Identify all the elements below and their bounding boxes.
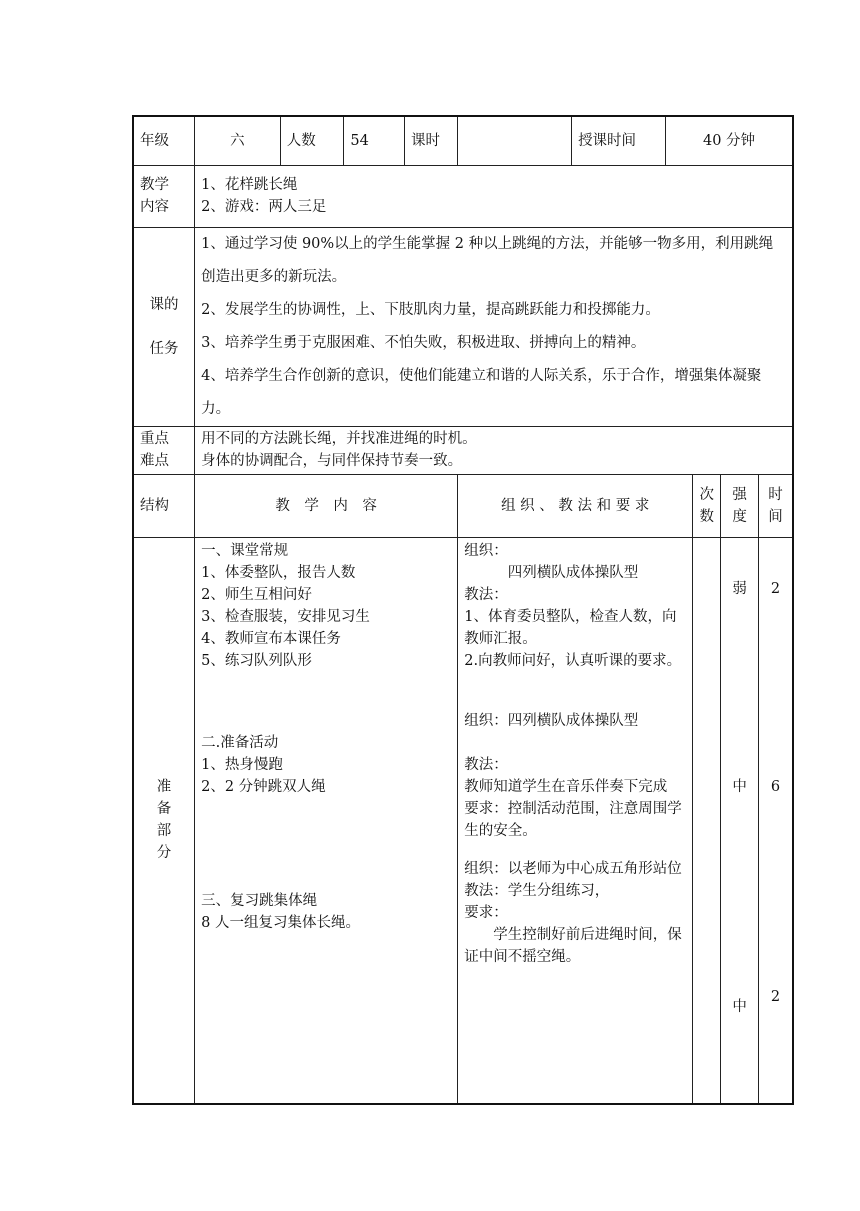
intensity-value: 中 <box>732 998 747 1015</box>
prep-row <box>133 537 793 1104</box>
period-value <box>458 116 572 165</box>
time-value: 6 <box>770 778 781 795</box>
task-item: 3、培养学生勇于克服困难、不怕失败，积极进取、拼搏向上的精神。 <box>201 334 646 351</box>
col-structure: 结构 <box>133 474 195 537</box>
task-item: 2、发展学生的协调性，上、下肢肌肉力量，提高跳跃能力和投掷能力。 <box>201 301 660 318</box>
lesson-plan-table <box>132 115 794 1105</box>
prep-organization <box>458 537 693 1104</box>
duration-label: 授课时间 <box>572 116 666 165</box>
content-label: 教学 内容 <box>133 165 195 227</box>
prep-time <box>758 537 793 1104</box>
keypoints-row <box>133 426 793 474</box>
prep-content-block: 二.准备活动 1、热身慢跑 2、2 分钟跳双人绳 <box>201 734 326 795</box>
content-item: 1、花样跳长绳 <box>201 177 298 193</box>
duration-value: 40 分钟 <box>666 116 793 165</box>
keypoints-label: 重点 难点 <box>133 426 195 474</box>
time-value: 2 <box>770 580 781 597</box>
content-items <box>195 165 793 227</box>
col-content: 教 学 内 容 <box>195 474 458 537</box>
content-item: 2、游戏：两人三足 <box>201 199 327 215</box>
task-item: 4、培养学生合作创新的意识，使他们能建立和谐的人际关系，乐于合作，增强集体凝聚力。 <box>201 367 762 417</box>
grade-value: 六 <box>195 116 281 165</box>
tasks-label <box>133 227 195 426</box>
header-row <box>133 116 793 165</box>
tasks-row <box>133 227 793 426</box>
col-intensity: 强 度 <box>721 474 759 537</box>
prep-content <box>195 537 458 1104</box>
col-time: 时 间 <box>758 474 793 537</box>
period-label: 课时 <box>404 116 457 165</box>
col-times: 次 数 <box>693 474 721 537</box>
key-point: 用不同的方法跳长绳，并找准进绳的时机。 <box>201 431 477 447</box>
content-row <box>133 165 793 227</box>
intensity-value: 中 <box>732 778 747 795</box>
prep-org-block: 组织：四列横队成体操队型 教法： 教师知道学生在音乐伴奏下完成 要求：控制活动范围，注意周围学生的安全。 <box>464 712 682 839</box>
col-organization: 组 织 、 教 法 和 要 求 <box>458 474 693 537</box>
task-item: 1、通过学习使 90%以上的学生能掌握 2 种以上跳绳的方法，并能够一物多用，利用跳绳创造出更多的新玩法。 <box>201 235 774 285</box>
keypoints-items <box>195 426 793 474</box>
prep-content-block: 三、复习跳集体绳 8 人一组复习集体长绳。 <box>201 892 360 931</box>
count-value: 54 <box>344 116 405 165</box>
prep-section-label: 准 备 部 分 <box>133 537 195 1104</box>
time-value: 2 <box>770 988 781 1005</box>
prep-org-block: 组织： 四列横队成体操队型 教法： 1、体育委员整队，检查人数，向教师汇报。 2.向教师问好，认真听课的要求。 <box>464 542 682 669</box>
tasks-items <box>195 227 793 426</box>
difficulty-point: 身体的协调配合，与同伴保持节奏一致。 <box>201 453 463 469</box>
intensity-value: 弱 <box>732 580 747 597</box>
column-header-row <box>133 474 793 537</box>
grade-label: 年级 <box>133 116 195 165</box>
prep-intensity <box>721 537 759 1104</box>
prep-org-block: 组织：以老师为中心成五角形站位 教法：学生分组练习， 要求： 学生控制好前后进绳时间，保证中间不摇空绳。 <box>464 860 682 965</box>
prep-times <box>693 537 721 1104</box>
count-label: 人数 <box>280 116 344 165</box>
tasks-label-line: 任务 <box>149 340 179 357</box>
tasks-label-line: 课的 <box>149 296 179 313</box>
prep-content-block: 一、课堂常规 1、体委整队，报告人数 2、师生互相问好 3、检查服装，安排见习生 4、教师宣布本课任务 5、练习队列队形 <box>201 542 370 669</box>
